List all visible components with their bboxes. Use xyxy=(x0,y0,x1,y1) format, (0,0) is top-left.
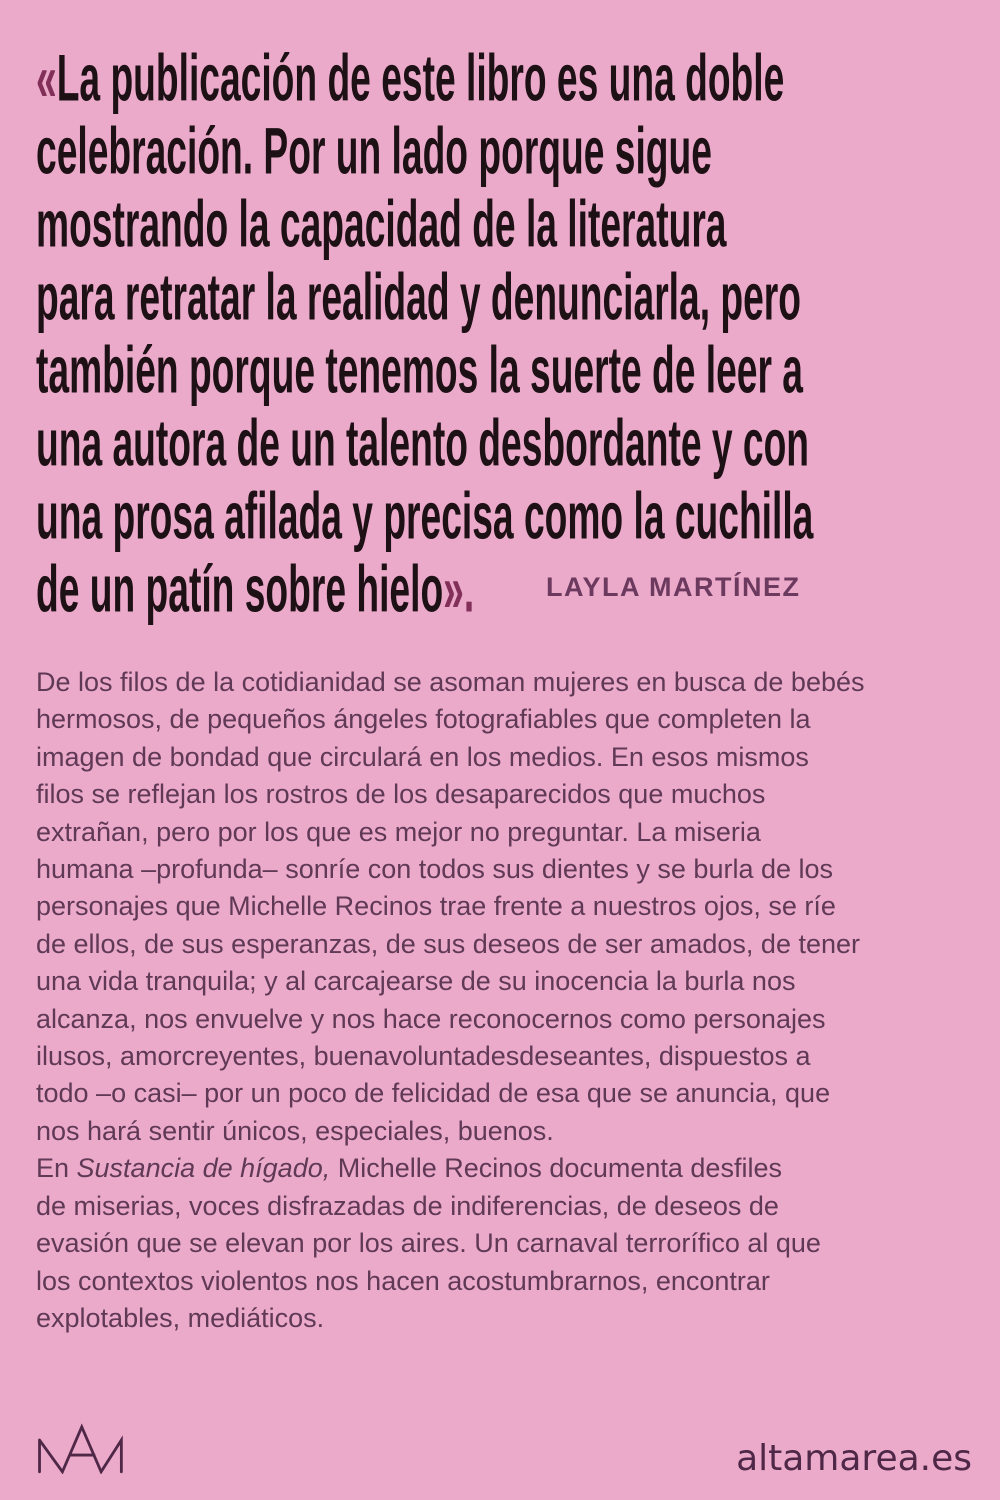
synopsis-line: filos se reflejan los rostros de los desaparecidos que muchos xyxy=(36,779,766,810)
synopsis-text: Michelle Recinos documenta desfiles xyxy=(330,1153,782,1184)
synopsis-line: extrañan, pero por los que es mejor no preguntar. La miseria xyxy=(36,816,761,847)
quote-line-text: una autora de un talento desbordante y con xyxy=(36,407,810,481)
synopsis-line: de ellos, de sus esperanzas, de sus deseos de ser amados, de tener xyxy=(36,928,861,959)
synopsis-line: personajes que Michelle Recinos trae frente a nuestros ojos, se ríe xyxy=(36,891,836,922)
altamarea-logo-icon xyxy=(36,1422,124,1474)
quote-line-text: una prosa afilada y precisa como la cuchilla xyxy=(36,480,814,554)
closing-guillemet: ». xyxy=(443,553,475,627)
quote-line-text: La publicación de este libro es una doble xyxy=(56,42,785,116)
quote-line xyxy=(36,555,1000,628)
publisher-website: altamarea.es xyxy=(736,1438,972,1479)
synopsis-line: de miserias, voces disfrazadas de indiferencias, de deseos de xyxy=(36,1190,779,1221)
synopsis-line: hermosos, de pequeños ángeles fotografiables que completen la xyxy=(36,704,811,735)
synopsis-line: nos hará sentir únicos, especiales, buenos. xyxy=(36,1115,554,1146)
quote-line xyxy=(36,336,1000,409)
synopsis-line: humana –profunda– sonríe con todos sus dientes y se burla de los xyxy=(36,854,834,885)
synopsis-line: evasión que se elevan por los aires. Un carnaval terrorífico al que xyxy=(36,1228,821,1259)
synopsis-line: imagen de bondad que circulará en los medios. En esos mismos xyxy=(36,741,809,772)
quote-line-text: mostrando la capacidad de la literatura xyxy=(36,188,727,262)
quote-line-text: también porque tenemos la suerte de leer a xyxy=(36,334,803,408)
quote-line-text: de un patín sobre hielo xyxy=(36,553,444,627)
quote-line xyxy=(36,190,1000,263)
book-title: Sustancia de hígado, xyxy=(76,1153,331,1184)
quote-line xyxy=(36,263,1000,336)
synopsis-line: todo –o casi– por un poco de felicidad de esa que se anuncia, que xyxy=(36,1078,831,1109)
synopsis-text: En xyxy=(36,1153,77,1184)
synopsis xyxy=(36,664,986,1337)
quote-line xyxy=(36,44,1000,117)
quote-line xyxy=(36,117,1000,190)
opening-guillemet: « xyxy=(36,42,57,116)
author-attribution: LAYLA MARTÍNEZ xyxy=(546,572,801,602)
synopsis-line: ilusos, amorcreyentes, buenavoluntadesdeseantes, dispuestos a xyxy=(36,1041,811,1072)
pull-quote xyxy=(36,44,1000,628)
quote-line xyxy=(36,409,1000,482)
quote-line xyxy=(36,482,1000,555)
synopsis-line-with-title xyxy=(36,1150,986,1187)
quote-line-text: para retratar la realidad y denunciarla, pero xyxy=(36,261,801,335)
synopsis-line: De los filos de la cotidianidad se asoman mujeres en busca de bebés xyxy=(36,667,865,697)
synopsis-line: una vida tranquila; y al carcajearse de su inocencia la burla nos xyxy=(36,966,796,997)
quote-line-text: celebración. Por un lado porque sigue xyxy=(36,115,712,189)
synopsis-line: los contextos violentos nos hacen acostumbrarnos, encontrar xyxy=(36,1265,770,1296)
synopsis-line: alcanza, nos envuelve y nos hace reconocernos como personajes xyxy=(36,1003,826,1034)
synopsis-line: explotables, mediáticos. xyxy=(36,1302,325,1333)
